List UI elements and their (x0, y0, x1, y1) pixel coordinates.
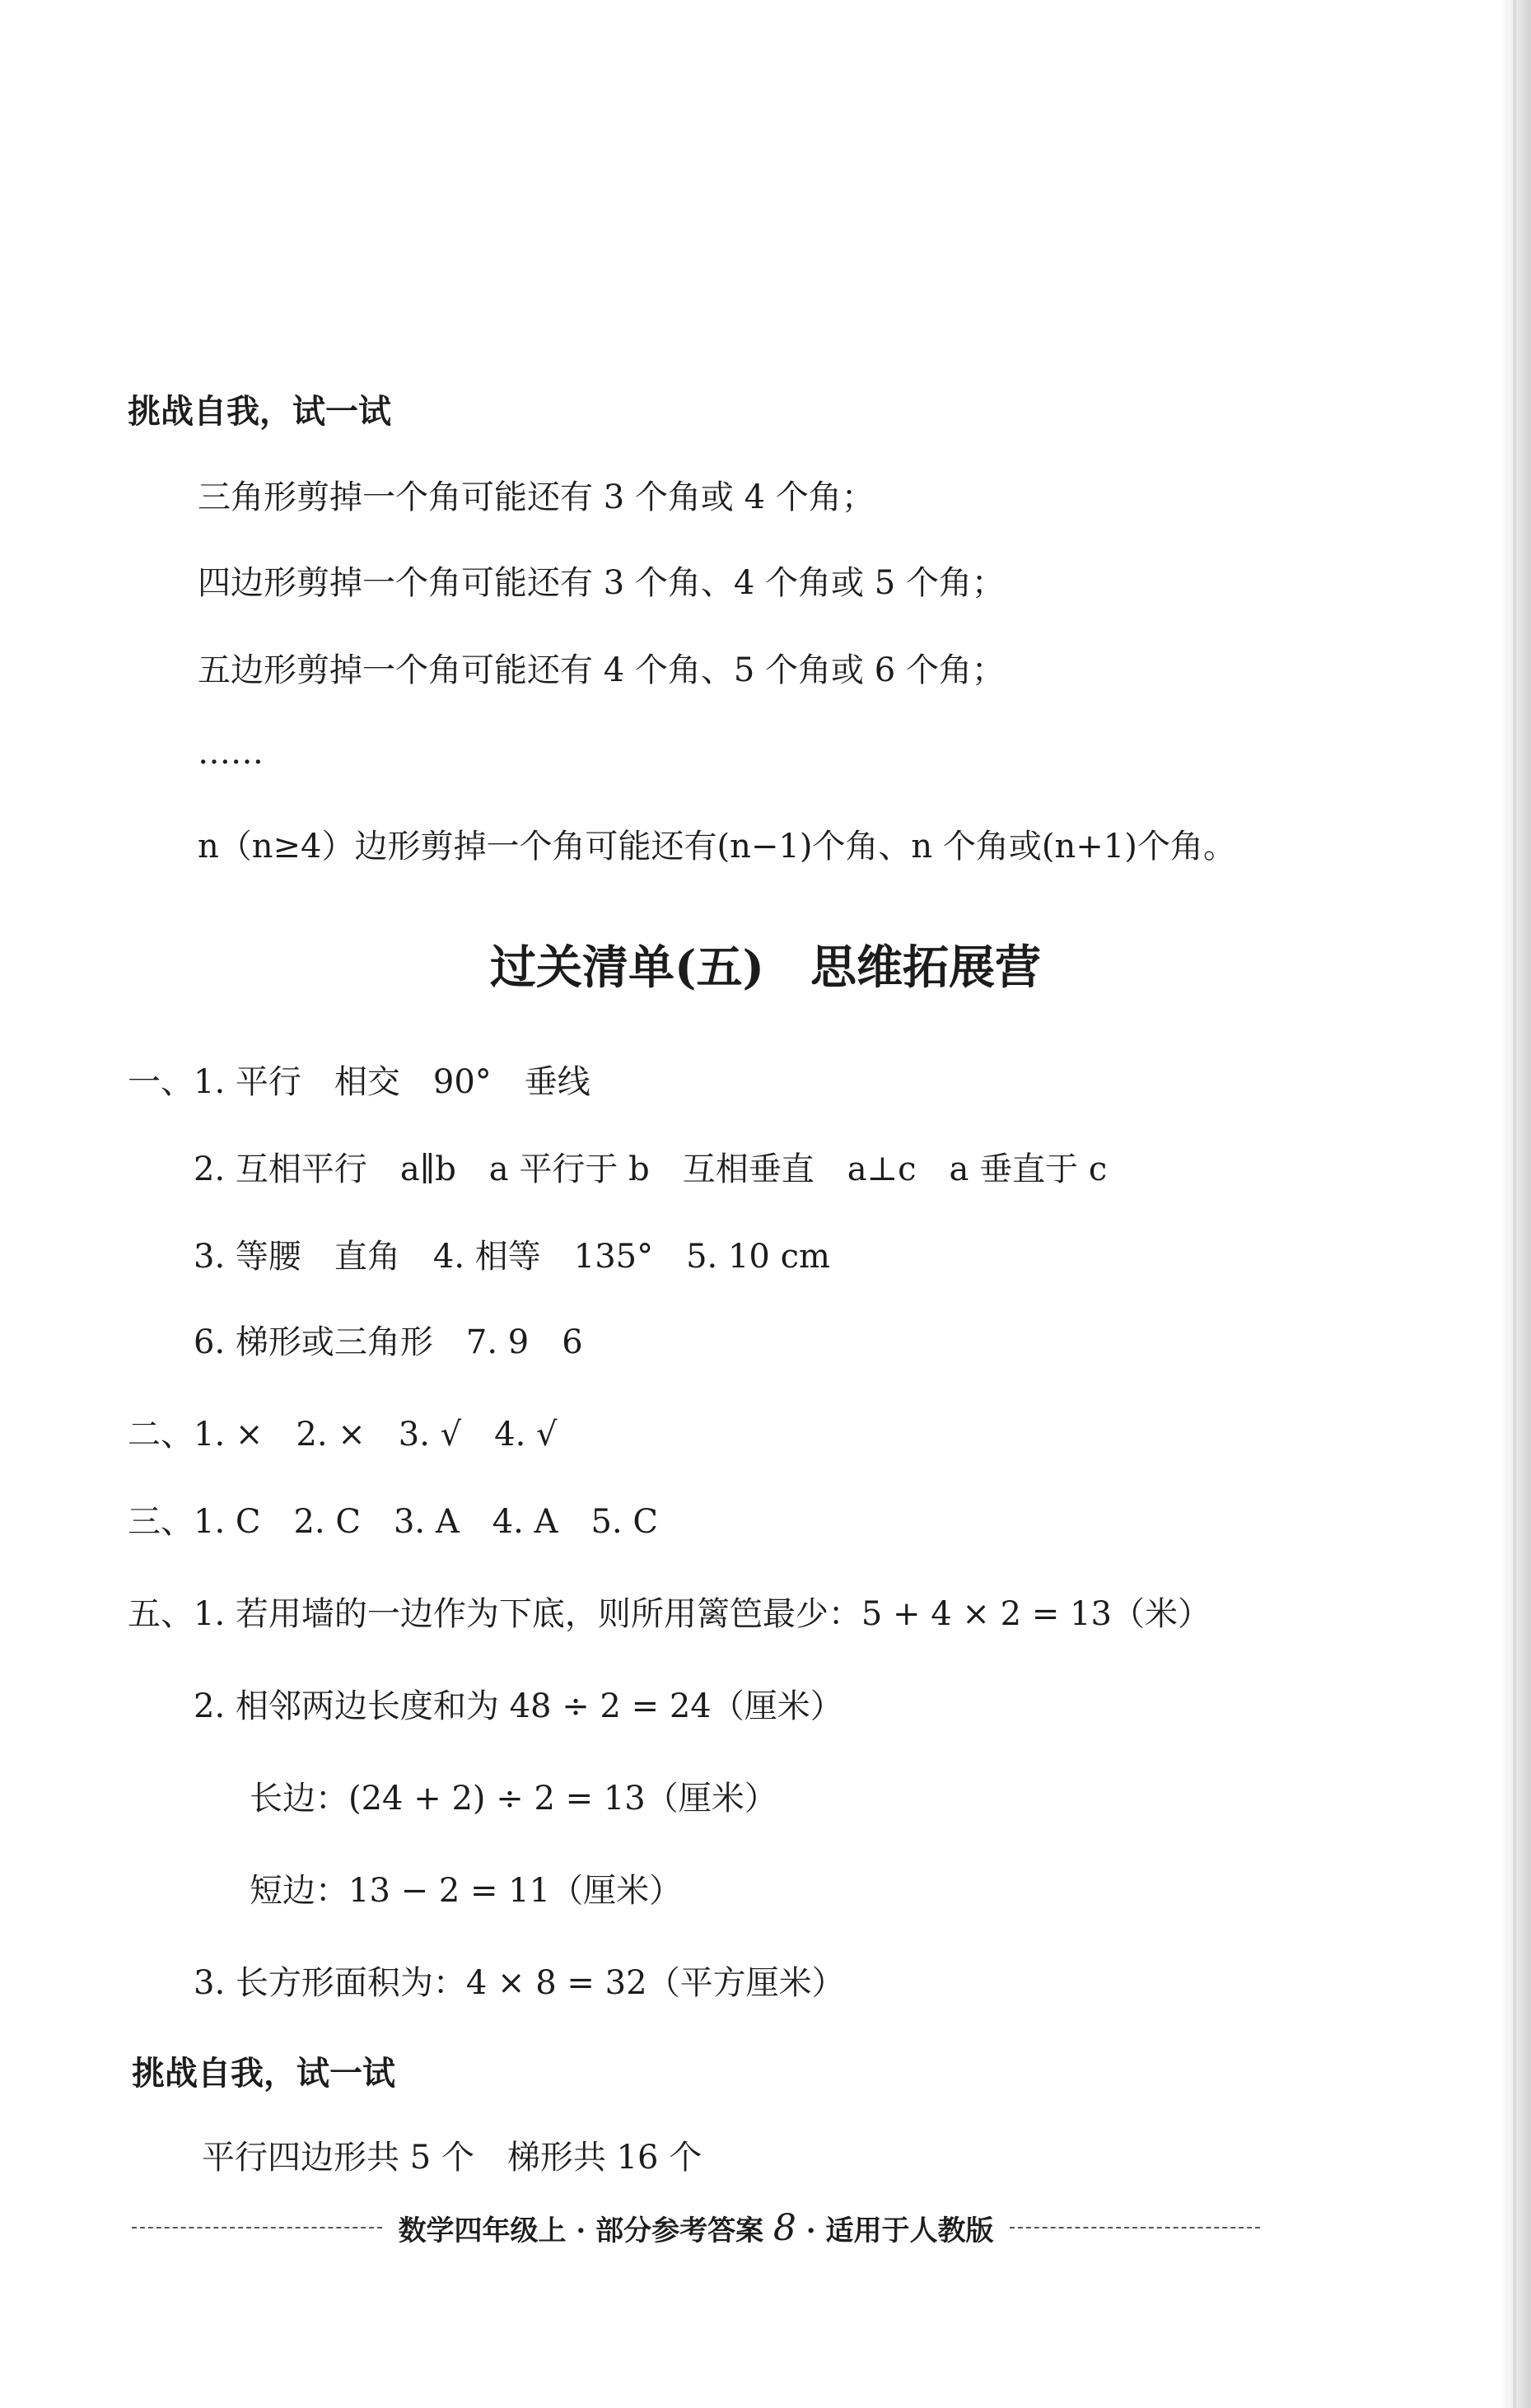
footer-dash-left (132, 2227, 382, 2228)
footer-text (382, 2207, 1011, 2249)
answer-3: 三、1. C 2. C 3. A 4. A 5. C (128, 1503, 658, 1541)
section-title: 过关清单(五) 思维拓展营 (490, 940, 1041, 995)
answer-1-2: 2. 互相平行 a∥b a 平行于 b 互相垂直 a⊥c a 垂直于 c (194, 1150, 1108, 1188)
answer-5-2: 2. 相邻两边长度和为 48 ÷ 2 = 24（厘米） (194, 1687, 843, 1725)
challenge-answer-2: 平行四边形共 5 个 梯形共 16 个 (202, 2139, 702, 2177)
challenge-line-ellipsis: …… (198, 734, 264, 772)
answer-5-2-long: 长边：(24 + 2) ÷ 2 = 13（厘米） (250, 1780, 777, 1818)
answer-1-6: 6. 梯形或三角形 7. 9 6 (194, 1323, 583, 1361)
challenge-line-quadrilateral: 四边形剪掉一个角可能还有 3 个角、4 个角或 5 个角； (198, 564, 1005, 602)
challenge-line-general: n（n≥4）边形剪掉一个角可能还有(n−1)个角、n 个角或(n+1)个角。 (198, 828, 1236, 866)
answer-1-1: 一、1. 平行 相交 90° 垂线 (128, 1063, 590, 1101)
footer-book-title: 数学四年级上 · 部分参考答案 (398, 2214, 764, 2247)
answer-1-3: 3. 等腰 直角 4. 相等 135° 5. 10 cm (194, 1238, 830, 1276)
page-footer (132, 2207, 1260, 2248)
challenge-line-triangle: 三角形剪掉一个角可能还有 3 个角或 4 个角； (198, 478, 875, 516)
answer-5-1: 五、1. 若用墙的一边作为下底，则所用篱笆最少：5 + 4 × 2 = 13（米） (128, 1595, 1211, 1633)
challenge-heading-2: 挑战自我，试一试 (132, 2055, 395, 2093)
footer-dash-right (1010, 2227, 1260, 2228)
answer-5-3: 3. 长方形面积为：4 × 8 = 32（平方厘米） (194, 1964, 845, 2002)
answer-2: 二、1. × 2. × 3. √ 4. √ (128, 1416, 558, 1454)
footer-edition: · 适用于人教版 (805, 2214, 994, 2247)
page-number: 8 (773, 2206, 796, 2249)
challenge-heading-1: 挑战自我，试一试 (128, 393, 391, 431)
page-edge-line (1513, 0, 1516, 2408)
answer-5-2-short: 短边：13 − 2 = 11（厘米） (250, 1872, 683, 1910)
challenge-line-pentagon: 五边形剪掉一个角可能还有 4 个角、5 个角或 6 个角； (198, 651, 1005, 689)
